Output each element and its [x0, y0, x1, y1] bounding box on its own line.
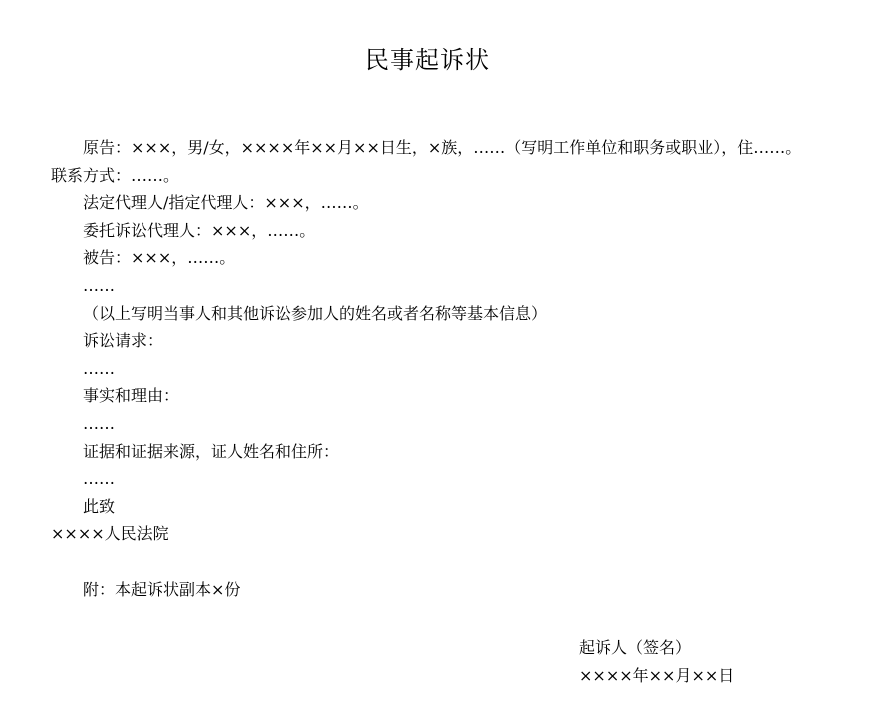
court-name: ××××人民法院 [51, 524, 169, 544]
claims-heading: 诉讼请求： [83, 331, 164, 351]
document-body [51, 134, 811, 603]
signature-date: ××××年××月××日 [579, 666, 735, 685]
signer-label: 起诉人（签名） [579, 638, 692, 657]
spacer [51, 548, 811, 576]
claims-content: …… [83, 358, 115, 378]
facts-heading: 事实和理由： [83, 386, 180, 406]
attachment-note: 附：本起诉状副本×份 [83, 579, 241, 599]
evidence-content: …… [83, 469, 115, 489]
document-title: 民事起诉状 [365, 46, 490, 74]
closing-salutation: 此致 [83, 496, 116, 516]
plaintiff-info: 原告：×××，男/女，××××年××月××日生，×族，……（写明工作单位和职务或职业），住……。联系方式：……。 [51, 138, 802, 185]
facts-content: …… [83, 413, 115, 433]
parties-note: （以上写明当事人和其他诉讼参加人的姓名或者名称等基本信息） [83, 303, 548, 323]
evidence-heading: 证据和证据来源，证人姓名和住所： [83, 441, 340, 461]
signature-block [579, 634, 734, 690]
litigation-agent-info: 委托诉讼代理人：×××，……。 [83, 220, 316, 240]
defendant-info: 被告：×××，……。 [83, 248, 236, 268]
legal-representative-info: 法定代理人/指定代理人：×××，……。 [83, 193, 369, 213]
parties-ellipsis: …… [83, 275, 115, 295]
